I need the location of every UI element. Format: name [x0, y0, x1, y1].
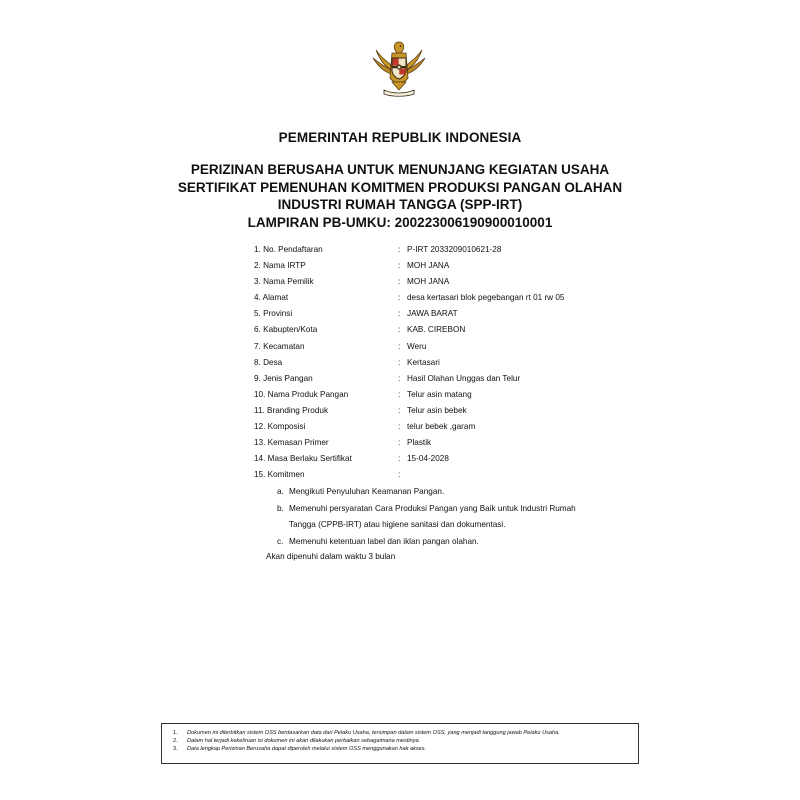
- field-label: 12. Komposisi: [254, 422, 306, 432]
- field-separator: :: [398, 309, 401, 319]
- field-row-primary-packaging: [254, 435, 614, 451]
- field-value: desa kertasari blok pegebangan rt 01 rw 05: [407, 293, 565, 303]
- field-row-district: [254, 339, 614, 355]
- field-label: 14. Masa Berlaku Sertifikat: [254, 454, 352, 464]
- field-row-address: [254, 290, 614, 306]
- field-label: 5. Provinsi: [254, 309, 293, 319]
- field-value: MOH JANA: [407, 261, 450, 271]
- fulfillment-deadline-note: Akan dipenuhi dalam waktu 3 bulan: [266, 552, 396, 561]
- field-separator: :: [398, 261, 401, 271]
- field-row-registration-number: [254, 242, 614, 258]
- field-separator: :: [398, 245, 401, 254]
- field-separator: :: [398, 389, 401, 399]
- document-header: [0, 130, 800, 231]
- certificate-title-line: SERTIFIKAT PEMENUHAN KOMITMEN PRODUKSI PANGAN OLAHAN: [177, 179, 623, 195]
- list-marker: b.: [277, 503, 284, 513]
- field-value: telur bebek ,garam: [407, 422, 476, 432]
- field-row-product-name: [254, 387, 614, 403]
- field-separator: :: [398, 373, 401, 383]
- field-value: MOH JANA: [407, 277, 450, 287]
- field-value: P-IRT 2033209010621-28: [407, 245, 502, 254]
- footer-notes-box: [161, 723, 639, 764]
- certificate-title-line: INDUSTRI RUMAH TANGGA (SPP-IRT): [277, 197, 523, 212]
- field-row-validity-period: [254, 451, 614, 467]
- footer-note-number: 2.: [173, 737, 178, 744]
- government-title: PEMERINTAH REPUBLIK INDONESIA: [278, 130, 522, 145]
- field-value: Kertasari: [407, 357, 440, 367]
- field-label: 8. Desa: [254, 357, 283, 367]
- field-row-product-branding: [254, 403, 614, 419]
- field-value: Weru: [407, 341, 427, 351]
- field-label: 6. Kabupten/Kota: [254, 325, 318, 335]
- field-label: 2. Nama IRTP: [254, 261, 306, 271]
- field-value: Hasil Olahan Unggas dan Telur: [407, 373, 521, 383]
- field-separator: :: [398, 341, 401, 351]
- footer-note-number: 3.: [173, 745, 178, 752]
- field-row-regency: [254, 322, 614, 338]
- field-label: 11. Branding Produk: [254, 405, 329, 415]
- field-value: KAB. CIREBON: [407, 325, 466, 335]
- field-row-composition: [254, 419, 614, 435]
- garuda-pancasila-emblem-icon: [370, 38, 428, 98]
- field-separator: :: [398, 357, 401, 367]
- field-row-irtp-name: [254, 258, 614, 274]
- field-separator: :: [398, 293, 401, 303]
- field-value: 15-04-2028: [407, 454, 449, 464]
- field-row-owner-name: [254, 274, 614, 290]
- certificate-fields: [254, 242, 614, 483]
- footer-note: [173, 738, 638, 746]
- footer-note-number: 1.: [173, 730, 178, 736]
- field-separator: :: [398, 454, 401, 464]
- commitment-list: [277, 484, 577, 550]
- field-label: 4. Alamat: [254, 293, 289, 303]
- commitment-item-c: [277, 534, 577, 551]
- certificate-title-line: PERIZINAN BERUSAHA UNTUK MENUNJANG KEGIATAN USAHA: [190, 162, 610, 177]
- field-label: 13. Kemasan Primer: [254, 438, 329, 448]
- field-value: Telur asin bebek: [407, 405, 467, 415]
- field-separator: :: [398, 438, 401, 448]
- field-row-food-type: [254, 371, 614, 387]
- field-separator: :: [398, 405, 401, 415]
- field-value: JAWA BARAT: [407, 309, 458, 319]
- field-separator: :: [398, 277, 401, 287]
- field-row-province: [254, 306, 614, 322]
- field-separator: :: [398, 470, 401, 480]
- field-value: Telur asin matang: [407, 389, 472, 399]
- attachment-number: LAMPIRAN PB-UMKU: 200223006190900010001: [247, 214, 553, 230]
- list-marker: a.: [277, 487, 284, 496]
- commitment-text: Memenuhi ketentuan label dan iklan pangan olahan.: [289, 536, 479, 546]
- certificate-title: [0, 161, 800, 231]
- field-separator: :: [398, 422, 401, 432]
- field-label: 7. Kecamatan: [254, 341, 305, 351]
- list-marker: c.: [277, 536, 284, 546]
- field-label: 1. No. Pendaftaran: [254, 245, 323, 254]
- field-value: Plastik: [407, 438, 432, 448]
- field-row-village: [254, 355, 614, 371]
- commitment-item-b: [277, 501, 577, 518]
- field-label: 3. Nama Pemilik: [254, 277, 314, 287]
- footer-note-text: Data lengkap Perizinan Berusaha dapat diperoleh melalui sistem OSS menggunakan hak akses.: [187, 745, 427, 752]
- commitment-item-a: [277, 484, 577, 501]
- field-label: 10. Nama Produk Pangan: [254, 389, 349, 399]
- commitment-text-continuation: Tangga (CPPB-IRT) atau higiene sanitasi dan dokumentasi.: [289, 520, 506, 529]
- footer-note: [173, 730, 638, 738]
- footer-note: [173, 746, 638, 754]
- field-label: 9. Jenis Pangan: [254, 373, 313, 383]
- footer-note-text: Dalam hal terjadi kekeliruan isi dokumen ini akan dilakukan perbaikan sebagaimana mestinya.: [187, 737, 421, 744]
- field-separator: :: [398, 325, 401, 335]
- field-label: 15. Komitmen: [254, 470, 305, 480]
- commitment-text: Mengikuti Penyuluhan Keamanan Pangan.: [289, 487, 445, 496]
- commitment-text: Memenuhi persyaratan Cara Produksi Pangan yang Baik untuk Industri Rumah: [289, 503, 576, 513]
- field-row-commitment: [254, 467, 614, 483]
- footer-note-text: Dokumen ini diterbitkan sistem OSS berdasarkan data dari Pelaku Usaha, tersimpan dalam sistem OSS, yang menjadi tanggung jawab Pelaku Usaha.: [187, 730, 560, 736]
